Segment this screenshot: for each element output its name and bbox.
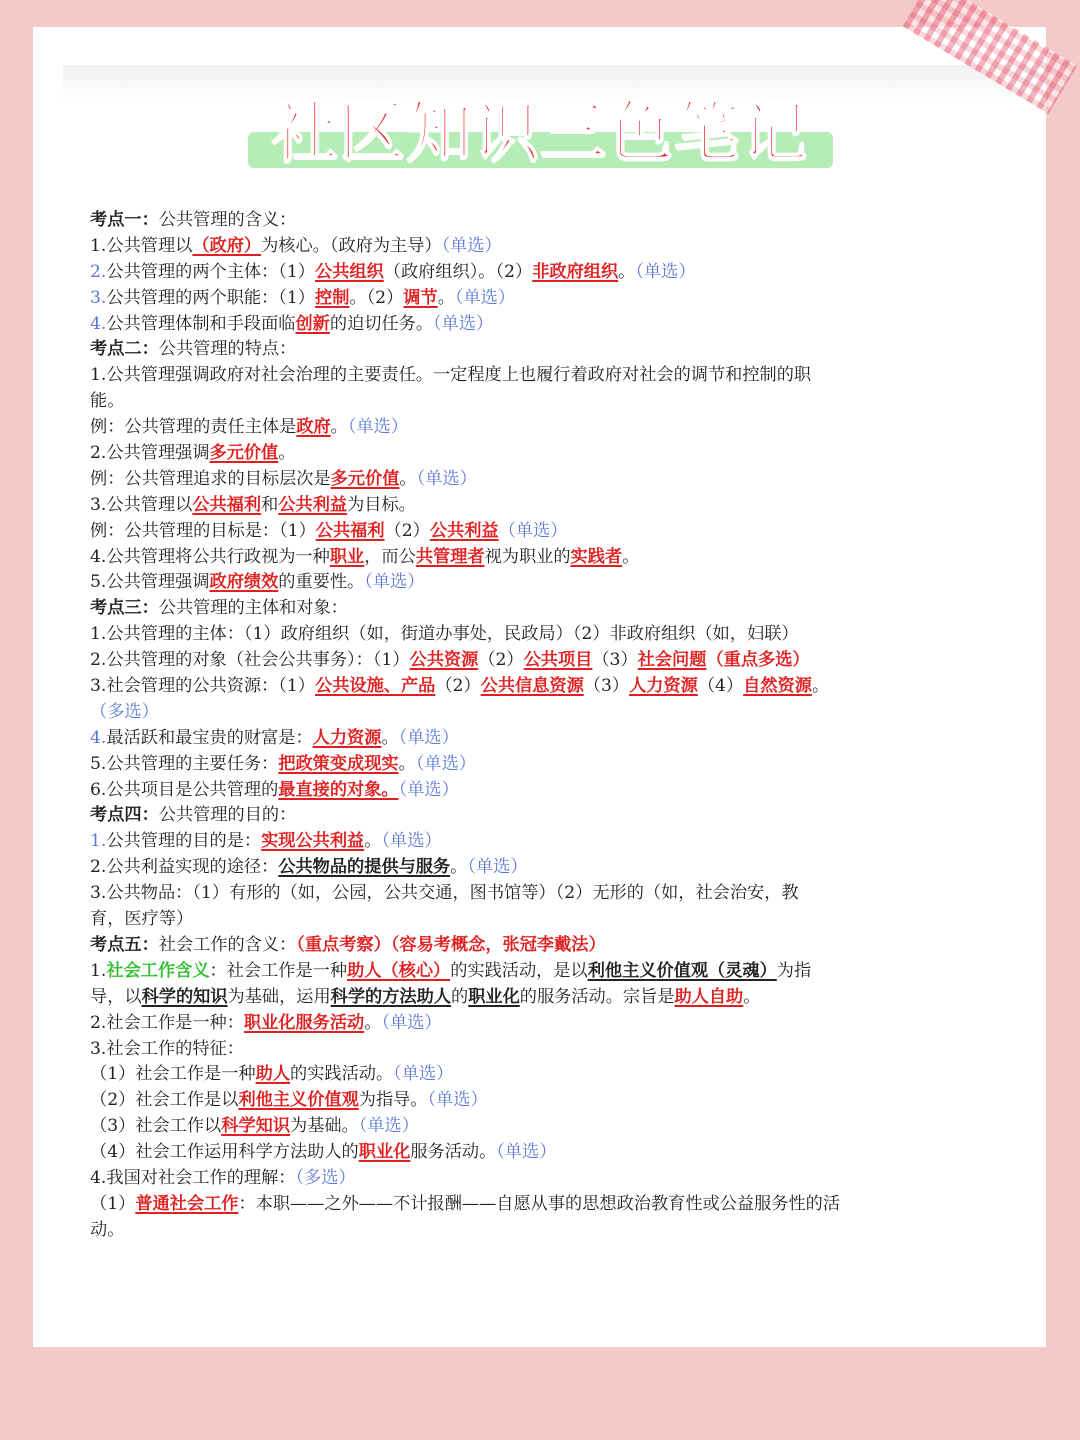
key-term: 普通社会工作 [135, 1193, 239, 1214]
text-segment: 1. [90, 960, 107, 981]
notes-content [90, 208, 990, 1244]
text-segment: 。 [398, 753, 416, 774]
text-segment: 和 [261, 494, 279, 515]
text-segment: （4）社会工作运用科学方法助人的 [90, 1142, 359, 1163]
note-line [90, 648, 990, 674]
note-line [90, 234, 990, 260]
key-phrase: 利他主义价值观（灵魂） [587, 960, 777, 981]
question-type-tag: （多选） [295, 1167, 356, 1188]
title-area [0, 94, 1080, 174]
note-line [90, 1037, 990, 1063]
note-line [90, 337, 990, 363]
text-segment: 。 [364, 831, 382, 852]
text-segment: 。 [618, 261, 636, 282]
item-number: 4. [90, 727, 107, 748]
text-segment: （政府组织）。（2） [383, 261, 533, 282]
question-type-tag: （单选） [398, 779, 459, 800]
page-title: 社区知识三色笔记 [272, 94, 808, 171]
question-type-tag: （多选） [90, 701, 159, 722]
key-term: 多元价值 [209, 443, 279, 464]
key-term: 公共福利 [315, 520, 385, 541]
note-line [90, 881, 990, 907]
text-segment: 公共管理的主体和对象： [158, 598, 348, 619]
question-type-tag: （单选） [635, 261, 696, 282]
emphasis-note: （重点考察）（容易考概念，张冠李戴法） [296, 934, 606, 955]
item-number: 3. [90, 287, 107, 308]
text-segment: 公共管理的含义： [158, 210, 297, 230]
text-segment: 的服务活动。宗旨是 [519, 986, 675, 1007]
key-term: 把政策变成现实 [278, 753, 399, 774]
text-segment: （3） [592, 650, 638, 671]
text-segment: 公共管理的特点： [158, 339, 297, 360]
text-segment: 为基础，运用 [227, 986, 331, 1007]
text-segment: 的实践活动，是以 [450, 960, 588, 981]
note-line [90, 752, 990, 778]
key-term: 公共利益 [429, 520, 499, 541]
note-line [90, 596, 990, 622]
text-segment: 5.公共管理的主要任务： [90, 753, 279, 774]
text-segment: 的迫切任务。 [329, 313, 434, 334]
section-label: 考点二： [90, 339, 159, 360]
text-segment: 视为职业的 [484, 546, 571, 567]
text-segment: 例：公共管理追求的目标层次是 [90, 468, 331, 489]
key-term: 调节 [403, 287, 438, 308]
text-segment: 1.公共管理强调政府对社会治理的主要责任。一定程度上也履行着政府对社会的调节和控制的职 [90, 365, 812, 386]
text-segment: （2） [384, 520, 430, 541]
note-line [90, 389, 990, 415]
key-term: 职业化服务活动 [243, 1012, 365, 1033]
item-number: 4. [90, 313, 107, 334]
key-term: 公共组织 [315, 261, 384, 282]
text-segment: 。 [622, 546, 640, 567]
note-line [90, 570, 990, 596]
key-term: 公共资源 [409, 650, 479, 671]
key-phrase: 公共物品的提供与服务 [278, 857, 451, 878]
key-term: 利他主义价值观 [238, 1090, 359, 1111]
note-line [90, 545, 990, 571]
key-term: 人力资源 [629, 676, 698, 697]
key-term: 助人 [255, 1064, 291, 1085]
text-segment: 2.公共管理强调 [90, 443, 210, 464]
text-segment: 为基础。 [290, 1116, 359, 1137]
key-term: 人力资源 [312, 727, 382, 748]
text-segment: 3.公共物品：（1）有形的（如，公园，公共交通，图书馆等）（2）无形的（如，社会治安，教 [90, 883, 799, 904]
note-line [90, 260, 990, 286]
key-term: 助人自助 [674, 986, 744, 1007]
text-segment: 动。 [90, 1219, 125, 1240]
text-segment: 公共管理体制和手段面临 [106, 313, 296, 334]
question-type-tag: （单选） [347, 417, 409, 438]
key-term: 助人（核心） [347, 960, 451, 981]
key-term: 政府绩效 [209, 572, 279, 593]
text-segment: 。 [399, 468, 417, 489]
text-segment: 为指 [776, 960, 812, 981]
key-term: 创新 [295, 313, 330, 334]
text-segment: 。（2） [349, 287, 404, 308]
emphasis-note: （重点多选） [706, 650, 810, 671]
note-line [90, 1192, 990, 1218]
note-line [90, 1218, 990, 1244]
question-type-tag: （单选） [393, 1064, 454, 1085]
text-segment: （4） [697, 676, 744, 697]
question-type-tag: （单选） [433, 313, 494, 334]
key-term: 多元价值 [330, 468, 400, 489]
text-segment: 。 [743, 986, 761, 1007]
text-segment: 例：公共管理的目标是：（1） [90, 520, 316, 541]
question-type-tag: （单选） [358, 1116, 419, 1137]
text-segment: （1）社会工作是一种 [90, 1064, 256, 1085]
question-type-tag: （单选） [467, 857, 528, 878]
key-phrase: 科学的方法助人 [330, 986, 451, 1007]
question-type-tag: （单选） [415, 753, 476, 774]
note-line [90, 1062, 990, 1088]
key-term: 非政府组织 [532, 261, 619, 282]
text-segment: 的实践活动。 [290, 1064, 394, 1085]
key-term: 职业 [329, 546, 365, 567]
text-segment: 的 [451, 986, 469, 1007]
text-segment: 。 [437, 287, 455, 308]
text-segment: 社会工作的含义： [158, 934, 297, 955]
question-type-tag: （单选） [454, 287, 516, 308]
key-term: 社会问题 [637, 650, 707, 671]
section-label: 考点三： [90, 598, 159, 619]
note-line [90, 363, 990, 389]
text-segment: ，而公 [364, 546, 416, 567]
text-segment: 1.公共管理以 [90, 235, 193, 256]
key-term: 公共福利 [192, 494, 262, 515]
note-line [90, 415, 990, 441]
question-type-tag: （单选） [364, 572, 425, 593]
note-line [90, 907, 990, 933]
section-label: 考点一： [90, 210, 159, 230]
text-segment: 能。 [90, 391, 125, 412]
text-segment: 。 [330, 417, 348, 438]
key-term: 公共项目 [523, 650, 593, 671]
question-type-tag: （单选） [381, 831, 442, 852]
note-line [90, 467, 990, 493]
text-segment: 3.社会管理的公共资源：（1） [90, 676, 315, 697]
text-segment: （3）社会工作以 [90, 1116, 222, 1137]
key-phrase: 职业化 [468, 986, 520, 1007]
key-term: 自然资源 [743, 676, 812, 697]
text-segment: 导，以 [90, 986, 142, 1007]
text-segment: 。 [381, 727, 399, 748]
note-line [90, 1114, 990, 1140]
text-segment: 的重要性。 [278, 572, 365, 593]
text-segment: 2.社会工作是一种： [90, 1012, 244, 1033]
note-line [90, 855, 990, 881]
text-segment: 1.公共管理的主体：（1）政府组织（如，街道办事处，民政局）（2）非政府组织（如，妇联） [90, 624, 799, 645]
text-segment: 3.社会工作的特征： [90, 1038, 244, 1059]
question-type-tag: （单选） [398, 727, 459, 748]
text-segment: 为目标。 [347, 494, 416, 515]
key-term: 实践者 [570, 546, 623, 567]
item-number: 1. [90, 831, 107, 852]
question-type-tag: （单选） [416, 468, 477, 489]
key-term: 共管理者 [415, 546, 485, 567]
text-segment: 公共管理的目的： [158, 805, 297, 826]
text-segment: 4.公共管理将公共行政视为一种 [90, 546, 330, 567]
note-line [90, 1011, 990, 1037]
note-line [90, 1166, 990, 1192]
key-term: 控制 [315, 287, 350, 308]
key-term: 最直接的对象。 [278, 779, 399, 800]
text-segment: 2.公共管理的对象（社会公共事务）：（1） [90, 650, 410, 671]
text-segment: 为指导。 [358, 1090, 428, 1111]
text-segment: 。 [811, 676, 830, 697]
text-segment: 5.公共管理强调 [90, 572, 210, 593]
key-term: 公共设施、产品 [315, 676, 436, 697]
text-segment: （3） [583, 676, 630, 697]
note-line [90, 286, 990, 312]
question-type-tag: （单选） [496, 1142, 557, 1163]
note-line [90, 493, 990, 519]
text-segment: 为核心。（政府为主导） [261, 235, 442, 256]
question-type-tag: （单选） [427, 1090, 488, 1111]
text-segment: 4.我国对社会工作的理解： [90, 1167, 296, 1188]
note-line [90, 674, 990, 700]
question-type-tag: （单选） [381, 1012, 442, 1033]
question-type-tag: （单选） [441, 235, 502, 256]
text-segment: （1） [90, 1193, 136, 1214]
text-segment: 2.公共利益实现的途径： [90, 857, 279, 878]
key-term: 职业化 [358, 1142, 411, 1163]
text-segment: ：社会工作是一种 [209, 960, 348, 981]
key-term: （政府） [192, 235, 262, 256]
note-line [90, 208, 990, 234]
note-line [90, 933, 990, 959]
note-line [90, 700, 990, 726]
text-segment: 公共管理的两个职能：（1） [106, 287, 315, 308]
note-line [90, 829, 990, 855]
section-label: 考点四： [90, 805, 159, 826]
key-phrase: 科学的知识 [141, 986, 228, 1007]
text-segment: 3.公共管理以 [90, 494, 193, 515]
section-label: 考点五： [90, 934, 159, 955]
text-segment: （2）社会工作是以 [90, 1090, 239, 1111]
text-segment: 例：公共管理的责任主体是 [90, 417, 297, 438]
text-segment: 6.公共项目是公共管理的 [90, 779, 279, 800]
note-line [90, 778, 990, 804]
text-segment: （2） [435, 676, 481, 697]
key-term: 公共信息资源 [480, 676, 584, 697]
text-segment: （2） [478, 650, 524, 671]
question-type-tag: （单选） [498, 520, 568, 541]
note-line [90, 312, 990, 338]
definition-label: 社会工作含义 [106, 960, 210, 981]
text-segment: 。 [278, 443, 296, 464]
note-line [90, 441, 990, 467]
item-number: 2. [90, 261, 107, 282]
text-segment: 。 [364, 1012, 382, 1033]
key-term: 科学知识 [221, 1116, 291, 1137]
key-term: 公共利益 [278, 494, 348, 515]
text-segment: 最活跃和最宝贵的财富是： [106, 727, 313, 748]
key-term: 实现公共利益 [261, 831, 365, 852]
note-line [90, 803, 990, 829]
note-line [90, 985, 990, 1011]
text-segment: 育，医疗等） [90, 909, 194, 930]
text-segment: 。 [450, 857, 468, 878]
key-term: 政府 [296, 417, 331, 438]
text-segment: 服务活动。 [410, 1142, 497, 1163]
note-line [90, 1140, 990, 1166]
note-line [90, 519, 990, 545]
text-segment: ：本职——之外——不计报酬——自愿从事的思想政治教育性或公益服务性的活 [238, 1193, 841, 1214]
note-line [90, 1088, 990, 1114]
note-line [90, 959, 990, 985]
note-line [90, 726, 990, 752]
note-line [90, 622, 990, 648]
text-segment: 公共管理的目的是： [106, 831, 262, 852]
text-segment: 公共管理的两个主体：（1） [106, 261, 315, 282]
